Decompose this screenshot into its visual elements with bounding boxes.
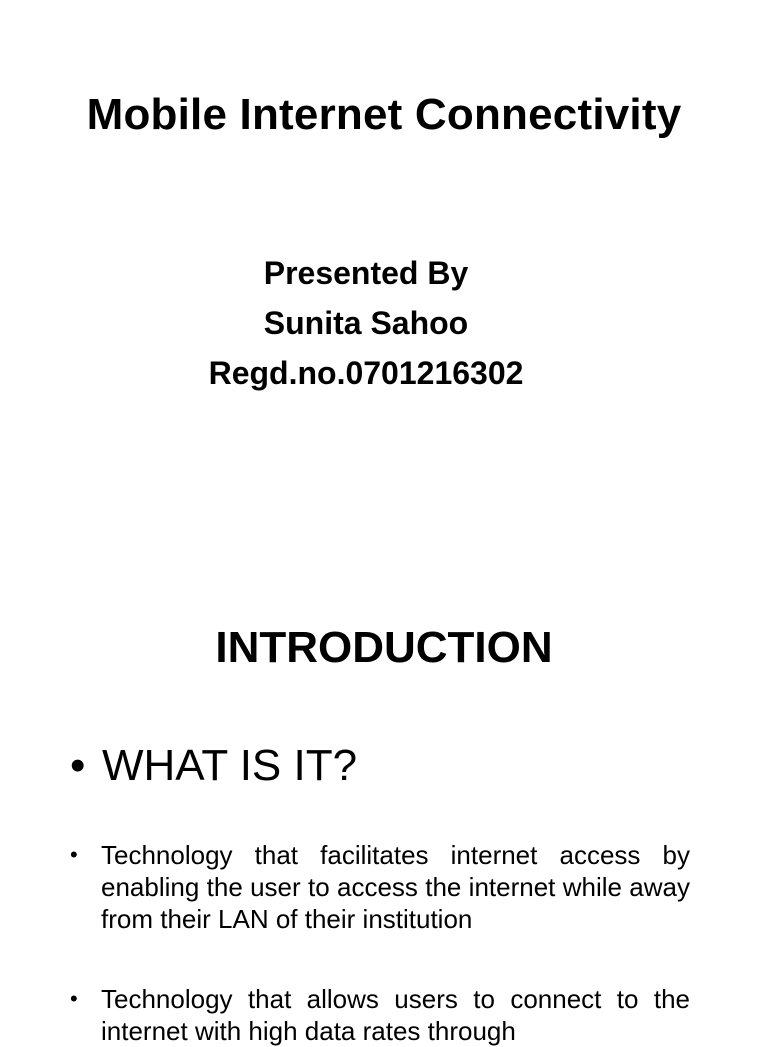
list-item [70,839,690,935]
main-bullet [70,738,357,794]
list-item-text: Technology that facilitates internet access by enabling the user to access the internet while away from their LAN of their institution [101,840,690,934]
bullet-icon: • [70,986,78,1011]
list-item-text: Technology that allows users to connect to the internet with high data rates through [101,984,690,1046]
bullet-icon: • [70,842,78,867]
presented-by-label: Presented By [263,255,469,291]
main-bullet-text: WHAT IS IT? [102,741,358,790]
registration-number: Regd.no.0701216302 [208,355,524,391]
list-item [70,983,690,1047]
presenter-name: Sunita Sahoo [263,305,469,341]
bullet-icon: • [70,741,86,790]
presenter-block [0,248,732,398]
section-title: INTRODUCTION [215,623,553,672]
slide-title: Mobile Internet Connectivity [86,90,682,139]
